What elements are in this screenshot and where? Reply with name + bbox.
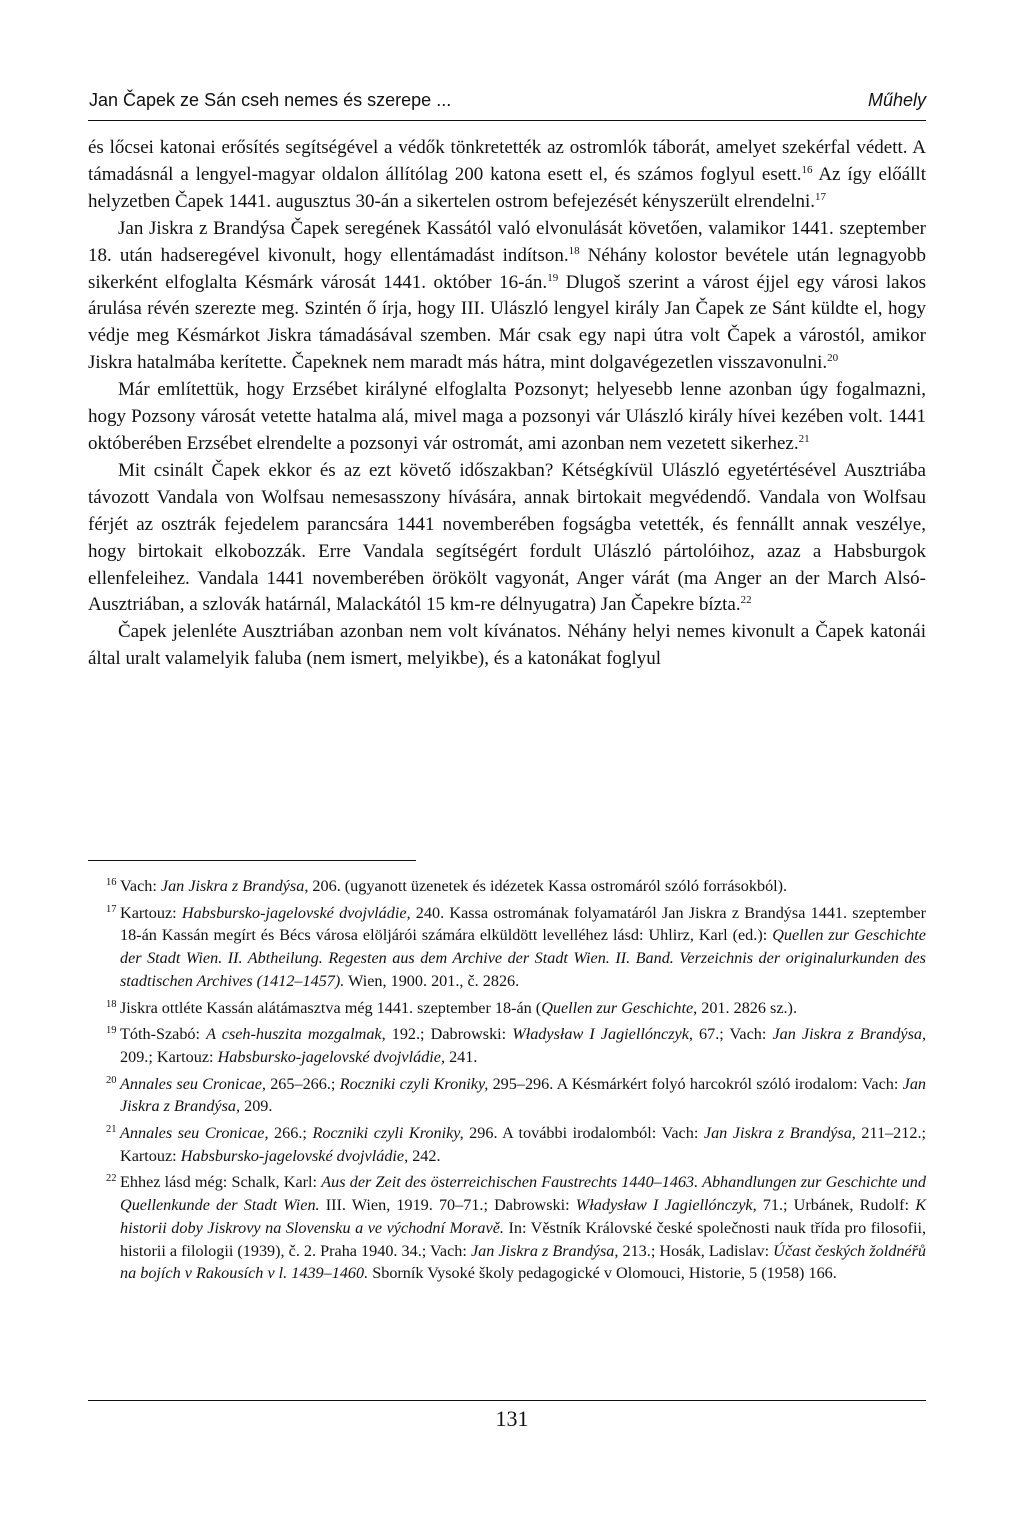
paragraph [88, 377, 926, 458]
text-run: Tóth-Szabó: [120, 1025, 207, 1044]
text-run: 67.; Vach: [692, 1025, 773, 1044]
text-run: 242. [408, 1146, 441, 1165]
text-run: Čapek jelenléte Ausztriában azonban nem volt kívánatos. Néhány helyi nemes kivonult a Čapek katonái által uralt valamelyik faluba (nem ismert, melyikbe), és a katonákat foglyul [88, 621, 926, 670]
citation-title: Habsbursko-jagelovské dvojvládie, [180, 1146, 409, 1165]
text-run: Az így előállt helyzetben Čapek 1441. augusztus 30-án a sikertelen ostrom befejezését kényszerült elrendelni. [88, 163, 926, 212]
page-number: 131 [495, 1406, 529, 1431]
text-run: 209. [240, 1097, 273, 1116]
footnote-number: 16 [106, 877, 117, 888]
text-run: Ehhez lásd még: Schalk, Karl: [120, 1173, 322, 1192]
citation-title: Quellen zur Geschichte der Stadt Wien. II. Abtheilung. Regesten aus dem Archive der Stadt Wien. II. Band. Verzeichnis der originalurkunden des stadtischen Archives (1412–1457). [120, 926, 926, 990]
text-run: Sborník Vysoké školy pedagogické v Olomouci, Historie, 5 (1958) 166. [368, 1264, 837, 1283]
text-run: 265–266.; [265, 1074, 340, 1093]
footnote-number: 19 [106, 1025, 117, 1037]
footnote-17 [88, 902, 926, 993]
citation-title: Władysław I Jagiellónczyk, [512, 1025, 693, 1044]
footer-rule [88, 1400, 926, 1401]
citation-title: Habsbursko-jagelovské dvojvládie, [217, 1047, 446, 1066]
citation-title: Władysław I Jagiellónczyk, [575, 1196, 757, 1215]
text-run: és lőcsei katonai erősítés segítségével a védők tönkretették az ostromlók táborát, amelyet szekérfal védett. A támadásnál a lengyel-magyar oldalon állítólag 200 katona esett el, és számos foglyul esett. [88, 137, 926, 185]
citation-title: Účast českých žoldnéřů na bojích v Rakousích v l. 1439–1460. [120, 1241, 926, 1283]
footnote-number: 21 [106, 1124, 117, 1136]
footnote-divider [88, 860, 416, 861]
paragraph [88, 135, 926, 216]
footnote-18 [88, 997, 926, 1020]
paragraph [88, 619, 926, 673]
footnotes [88, 875, 926, 1289]
text-run: 209.; Kartouz: [120, 1047, 218, 1066]
header-title: Jan Čapek ze Sán cseh nemes és szerepe ... [89, 90, 452, 110]
text-run: Vach: [120, 877, 161, 895]
citation-title: Aus der Zeit des österreichischen Faustrechts 1440–1463. Abhandlungen zur Geschichte und Quellenkunde der Stadt Wien. [120, 1173, 926, 1215]
text-run: Dlugoš szerint a várost éjjel egy városi lakos árulása révén szerezte meg. Szintén ő írja, hogy III. Ulászló lengyel király Jan Čapek ze Sánt küldte el, hogy védje meg Késmárkot Jiskra támadásával szemben. Már csak egy napi útra volt Čapek a várostól, amikor Jiskra hatalmába kerítette. Čapeknek nem maradt más hátra, mint dolgavégezetlen visszavonulni. [88, 271, 926, 374]
footnote-number: 20 [106, 1074, 117, 1086]
paragraph [88, 458, 926, 619]
footnote-19 [88, 1023, 926, 1068]
text-run: 206. (ugyanott üzenetek és idézetek Kassa ostromáról szóló forrásokból). [308, 877, 788, 895]
citation-title: Jan Jiskra z Brandýsa, [772, 1025, 927, 1044]
footnote-number: 22 [106, 1173, 117, 1185]
text-run: Kartouz: [120, 903, 182, 922]
footnote-number: 17 [106, 903, 117, 915]
text-run: 296. A további irodalomból: Vach: [463, 1124, 704, 1143]
text-run: In: Věstník Královské české společnosti nauk třída pro filosofii, historii a filologii (1939), č. 2. Praha 1940. 34.; Vach: [120, 1218, 926, 1260]
text-run: 211–212.; Kartouz: [120, 1124, 927, 1165]
text-run: Jan Jiskra z Brandýsa Čapek seregének Kassától való elvonulását követően, valamikor 1441. szeptember 18. után hadseregével kivonult, hogy ellentámadást indítson. [88, 217, 926, 266]
footnote-ref[interactable]: 18 [568, 244, 580, 257]
citation-title: Roczniki czyli Kroniky, [339, 1074, 489, 1093]
text-run: Már említettük, hogy Erzsébet királyné elfoglalta Pozsonyt; helyesebb lenne azonban úgy fogalmazni, hogy Pozsony városát vetette hatalma alá, mivel maga a pozsonyi vár Ulászló király hívei kezében volt. 1441 októberében Erzsébet elrendelte a pozsonyi vár ostromát, ami azonban nem vezetett sikerhez. [88, 379, 926, 454]
citation-title: Annales seu Cronicae, [120, 1124, 269, 1143]
footnote-ref[interactable]: 20 [827, 352, 839, 365]
footnote-21 [88, 1122, 926, 1167]
footnote-22 [88, 1171, 926, 1285]
text-run: III. Wien, 1919. 70–71.; Dabrowski: [319, 1196, 576, 1215]
text-run: Mit csinált Čapek ekkor és az ezt követő időszakban? Kétségkívül Ulászló egyetértésével Ausztriába távozott Vandala von Wolfsau nemesasszony hívására, annak birtokait megvédendő. Vandala von Wolfsau férjét az osztrák fejedelem parancsára 1441 novemberében fogságba vetették, és fennállt annak veszélye, hogy birtokait elkobozzák. Erre Vandala segítségért fordult Ulászló pártolóihoz, azaz a Habsburgok ellenfeleihez. Vandala 1441 novemberében örökölt vagyonát, Anger várát (ma Anger an der March Alsó-Ausztriában, a szlovák határnál, Malackától 15 km-re délnyugatra) Jan Čapekre bízta. [88, 459, 926, 616]
citation-title: Roczniki czyli Kroniky, [312, 1124, 464, 1143]
header-section: Műhely [867, 90, 926, 110]
footnote-ref[interactable]: 16 [801, 163, 813, 176]
text-run: Wien, 1900. 201., č. 2826. [344, 971, 520, 990]
footnote-ref[interactable]: 19 [547, 271, 559, 284]
text-run: Jiskra ottléte Kassán alátámasztva még 1441. szeptember 18-án ( [120, 998, 542, 1017]
main-text [88, 135, 926, 673]
citation-title: Jan Jiskra z Brandýsa, [120, 1074, 927, 1116]
footnote-16 [88, 875, 926, 898]
footnote-20 [88, 1073, 926, 1118]
paragraph [88, 216, 926, 377]
text-run: 266.; [268, 1124, 313, 1143]
footnote-ref[interactable]: 22 [740, 594, 752, 607]
footnote-ref[interactable]: 21 [798, 432, 810, 445]
citation-title: Jan Jiskra z Brandýsa, [703, 1124, 856, 1143]
text-run: 213.; Hosák, Ladislav: [618, 1241, 774, 1260]
citation-title: Annales seu Cronicae, [120, 1074, 266, 1093]
footnote-ref[interactable]: 17 [815, 190, 827, 203]
text-run: 192.; Dabrowski: [385, 1025, 513, 1044]
text-run: 201. 2826 sz.). [697, 998, 797, 1017]
citation-title: Habsbursko-jagelovské dvojvládie, [181, 903, 411, 922]
citation-title: K historii doby Jiskrovy na Slovensku a ve východní Moravě. [120, 1196, 926, 1237]
text-run: 241. [445, 1047, 478, 1066]
citation-title: Jan Jiskra z Brandýsa, [470, 1241, 619, 1260]
text-run: Néhány kolostor bevétele után legnagyobb sikerként elfoglalta Késmárk városát 1441. október 16-án. [88, 244, 926, 293]
text-run: 71.; Urbánek, Rudolf: [756, 1196, 916, 1215]
text-run: 240. Kassa ostromának folyamatáról Jan Jiskra z Brandýsa 1441. szeptember 18-án Kassán megírt és Bécs városa elöljárói számára elküldött levelléhez lásd: Uhlirz, Karl (ed.): [120, 903, 927, 945]
citation-title: Quellen zur Geschichte, [541, 998, 698, 1017]
running-header [88, 86, 926, 121]
citation-title: A cseh-huszita mozgalmak, [206, 1025, 386, 1044]
footnote-number: 18 [106, 998, 117, 1010]
citation-title: Jan Jiskra z Brandýsa, [160, 877, 309, 895]
text-run: 295–296. A Késmárkért folyó harcokról szóló irodalom: Vach: [488, 1074, 903, 1093]
